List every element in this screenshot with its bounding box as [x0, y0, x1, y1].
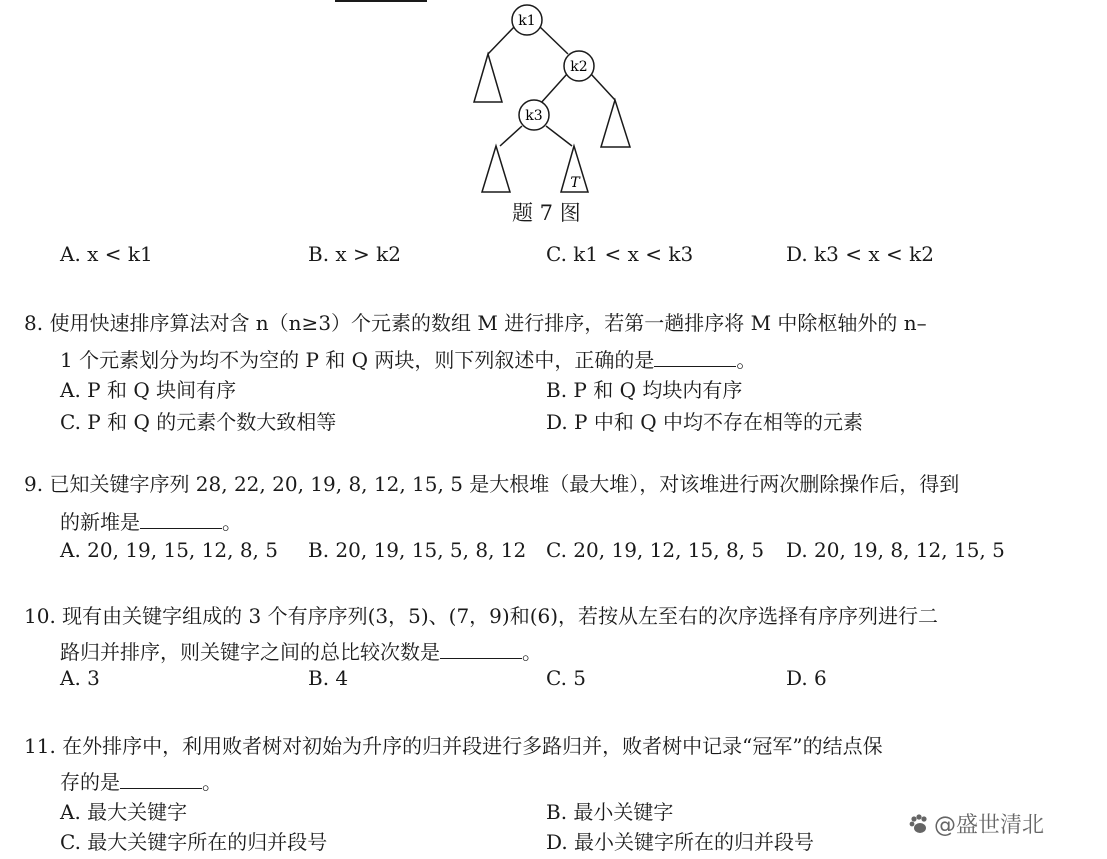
q9-line2-end: 。	[222, 510, 242, 534]
q10-option-c: C. 5	[546, 666, 587, 690]
edge-k3-left	[500, 126, 522, 146]
q8-line1: 8. 使用快速排序算法对含 n（n≥3）个元素的数组 M 进行排序，若第一趟排序将 M 中除枢轴外的 n–	[24, 311, 927, 335]
q10-option-a: A. 3	[60, 666, 100, 690]
previous-answer-blank	[335, 0, 427, 2]
q10-line1: 10. 现有由关键字组成的 3 个有序序列(3，5)、(7，9)和(6)，若按从左至右的次序选择有序序列进行二	[24, 604, 939, 628]
q11-option-b: B. 最小关键字	[546, 800, 674, 824]
q11-line2-end: 。	[202, 770, 222, 794]
q8-option-b: B. P 和 Q 均块内有序	[546, 378, 743, 402]
q9-line1: 9. 已知关键字序列 28, 22, 20, 19, 8, 12, 15, 5 是大根堆（最大堆），对该堆进行两次删除操作后，得到	[24, 472, 960, 496]
q7-option-b: B. x > k2	[308, 242, 402, 266]
q11-line2: 存的是	[60, 770, 120, 794]
q9-option-d: D. 20, 19, 8, 12, 15, 5	[786, 538, 1005, 562]
q8-option-d: D. P 中和 Q 中均不存在相等的元素	[546, 410, 863, 434]
figure-caption: 题 7 图	[512, 201, 581, 225]
subtree-t-label: T	[570, 175, 580, 191]
q8-answer-blank	[654, 348, 736, 367]
q10-option-b: B. 4	[308, 666, 349, 690]
subtree-left-of-k1	[474, 54, 502, 102]
q10-line2-wrap	[60, 636, 542, 665]
edge-k2-right	[591, 74, 615, 100]
q10-line2: 路归并排序，则关键字之间的总比较次数是	[60, 640, 440, 664]
q10-line2-end: 。	[522, 640, 542, 664]
q7-option-a: A. x < k1	[60, 242, 153, 266]
q8-line2-end: 。	[736, 348, 757, 372]
node-k3-label: k3	[525, 108, 543, 124]
q11-option-a: A. 最大关键字	[60, 800, 188, 824]
q8-option-a: A. P 和 Q 块间有序	[60, 378, 237, 402]
q8-option-c: C. P 和 Q 的元素个数大致相等	[60, 410, 337, 434]
q9-answer-blank	[140, 510, 222, 529]
subtree-left-of-k3	[482, 146, 510, 192]
q11-option-c: C. 最大关键字所在的归并段号	[60, 830, 328, 854]
edge-k3-t	[546, 126, 572, 146]
q7-option-c: C. k1 < x < k3	[546, 242, 694, 266]
q11-line2-wrap	[60, 766, 222, 795]
tree-diagram	[460, 4, 650, 194]
q11-option-d: D. 最小关键字所在的归并段号	[546, 830, 815, 854]
q9-line2: 的新堆是	[60, 510, 140, 534]
q10-answer-blank	[440, 640, 522, 659]
watermark	[908, 808, 1044, 839]
tree-figure	[460, 4, 650, 194]
edge-k2-k3	[540, 74, 567, 104]
q7-option-d: D. k3 < x < k2	[786, 242, 934, 266]
q9-option-c: C. 20, 19, 12, 15, 8, 5	[546, 538, 765, 562]
q8-line2: 1 个元素划分为均不为空的 P 和 Q 两块，则下列叙述中，正确的是	[60, 348, 655, 372]
paw-logo-icon	[908, 813, 930, 835]
q10-option-d: D. 6	[786, 666, 827, 690]
q9-line2-wrap	[60, 506, 242, 535]
q8-line2-wrap	[60, 344, 756, 373]
q11-line1: 11. 在外排序中，利用败者树对初始为升序的归并段进行多路归并，败者树中记录“冠军”的结点保	[24, 734, 883, 758]
subtree-right-of-k2	[601, 100, 630, 147]
q11-answer-blank	[120, 770, 202, 789]
edge-k1-left	[488, 26, 515, 54]
node-k1-label: k1	[518, 13, 536, 29]
q9-option-a: A. 20, 19, 15, 12, 8, 5	[60, 538, 278, 562]
node-k2-label: k2	[570, 59, 588, 75]
q9-option-b: B. 20, 19, 15, 5, 8, 12	[308, 538, 527, 562]
watermark-text: @盛世清北	[934, 813, 1045, 838]
edge-k1-k2	[539, 26, 568, 54]
